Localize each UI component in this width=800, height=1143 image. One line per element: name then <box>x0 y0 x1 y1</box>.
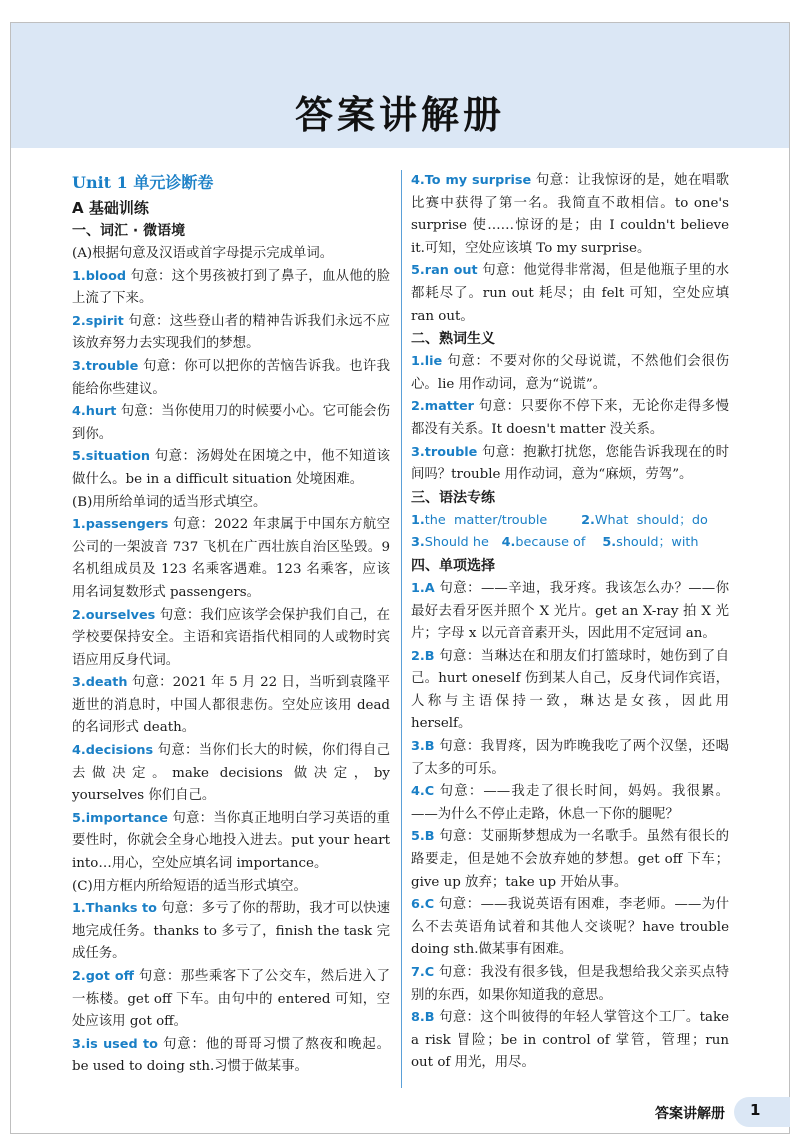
page-title: 答案讲解册 <box>294 93 505 137</box>
answer-number: 2.ourselves <box>72 607 156 623</box>
answer-item <box>72 740 390 808</box>
answer-text: 句意：让我惊讶的是，她在唱歌比赛中获得了第一名。我简直不敢相信。to one's surprise 使……惊讶的是；由 I couldn't believe it.可知，空处应该填 To my surprise。 <box>411 173 729 256</box>
section-grammar-title: 三、语法专练 <box>411 489 495 506</box>
left-column <box>72 170 390 1079</box>
answer-text: 句意：抱歉打扰您，您能告诉我现在的时间吗？trouble 用作动词，意为“麻烦，劳驾”。 <box>411 444 730 483</box>
answer-text: 句意：我胃疼，因为昨晚我吃了两个汉堡，还喝了太多的可乐。 <box>411 739 729 777</box>
answer-text: What should；do <box>594 512 708 528</box>
unit-title: Unit 1 单元诊断卷 <box>72 173 214 192</box>
answer-text: 句意：那些乘客下了公交车，然后进入了一栋楼。get off 下车。由句中的 entered 可知，空处应该用 got off。 <box>72 969 391 1030</box>
answer-text: 句意：多亏了你的帮助，我才可以快速地完成任务。thanks to 多亏了，finish the task 完成任务。 <box>72 901 391 962</box>
answer-item <box>72 672 390 740</box>
answer-text: 句意：我们应该学会保护我们自己，在学校要保持安全。主语和宾语指代相同的人或物时宾语应用反身代词。 <box>72 607 390 668</box>
answer-item <box>411 442 729 487</box>
answer-number: 5. <box>602 535 617 551</box>
answer-number: 4.decisions <box>72 743 154 759</box>
answer-item <box>72 898 390 966</box>
footer-label: 答案讲解册 <box>655 1106 725 1122</box>
answer-number: 8.B <box>411 1010 435 1026</box>
answer-item <box>411 170 729 260</box>
column-divider <box>401 170 402 1088</box>
answer-number: 3. <box>411 535 425 551</box>
answer-number: 2. <box>581 512 595 528</box>
answer-item <box>72 311 390 356</box>
answer-item <box>72 401 390 446</box>
section-familiar-title: 二、熟词生义 <box>411 331 495 348</box>
answer-number: 3.death <box>72 675 128 691</box>
answer-text: 句意：当琳达在和朋友们打篮球时，她伤到了自己。hurt oneself 伤到某人自己，反身代词作宾语，人称与主语保持一致，琳达是女孩，因此用 herself。 <box>411 648 729 732</box>
answer-text: because of <box>515 535 586 551</box>
answer-number: 4.hurt <box>72 404 117 420</box>
answer-text: should；with <box>616 535 699 551</box>
page-number: 1 <box>750 1101 761 1119</box>
answer-text: 句意：不要对你的父母说谎，不然他们会很伤心。lie 用作动词，意为“说谎”。 <box>411 354 729 392</box>
answer-item <box>411 781 729 826</box>
answer-number: 4.To my surprise <box>411 173 532 188</box>
answer-text: 句意：——我说英语有困难，李老师。——为什么不去英语角试着和其他人交谈呢？have trouble doing sth.做某事有困难。 <box>411 897 729 958</box>
answer-text: he <box>472 535 489 551</box>
answer-number: 2.matter <box>411 399 474 415</box>
answer-item <box>411 894 729 962</box>
answer-text: 句意：当你们长大的时候，你们得自己去做决定。make decisions 做决定，by yourselves 你们自己。 <box>72 743 391 804</box>
answer-number: 3.B <box>411 739 435 755</box>
answer-item <box>411 962 729 1007</box>
answer-number: 2.spirit <box>72 313 124 329</box>
answer-text: 句意：当你使用刀的时候要小心。它可能会伤到你。 <box>72 404 391 442</box>
answer-number: 4. <box>501 535 516 551</box>
grammar-answers <box>411 510 729 555</box>
answer-item <box>411 396 729 441</box>
answer-number: 5.ran out <box>411 263 478 279</box>
answer-item <box>411 1007 729 1075</box>
answer-text: 句意：这些登山者的精神告诉我们永远不应该放弃努力去实现我们的梦想。 <box>72 313 390 352</box>
answer-text: 句意：2022 年隶属于中国东方航空公司的一架波音 737 飞机在广西壮族自治区坠毁。9 名机组成员及 123 名乘客遇难。123 名乘客，应该用名词复数形式 passengers。 <box>72 517 390 600</box>
answer-text: 句意：只要你不停下来，无论你走得多慢都没有关系。It doesn't matter 没关系。 <box>411 399 730 437</box>
answer-text: 句意：汤姆处在困境之中，他不知道该做什么。be in a difficult situation 处境困难。 <box>72 449 390 487</box>
page-number-tab <box>734 1097 790 1127</box>
answer-item <box>411 260 729 328</box>
answer-number: 7.C <box>411 965 435 980</box>
answer-text: 句意：他的哥哥习惯了熬夜和晚起。be used to doing sth.习惯于做某事。 <box>72 1036 390 1075</box>
answer-number: 1.lie <box>411 354 443 370</box>
answer-item <box>72 605 390 673</box>
answer-number: 6.C <box>411 897 435 913</box>
answer-number: 3.trouble <box>72 358 139 374</box>
answer-item <box>411 646 729 736</box>
answer-text: 句意：这个男孩被打到了鼻子，血从他的脸上流了下来。 <box>72 268 391 307</box>
answer-number: 1.A <box>411 580 435 596</box>
answer-text: the matter/trouble <box>424 512 548 528</box>
answer-number: 1.Thanks to <box>72 901 157 917</box>
answer-item <box>72 966 390 1034</box>
answer-item <box>72 1034 390 1079</box>
answer-item <box>72 808 390 876</box>
answer-number: 5.situation <box>72 449 151 465</box>
section-vocab-title: 一、词汇 · 微语境 <box>72 223 186 239</box>
answer-text: Should <box>424 535 469 551</box>
answer-number: 1.blood <box>72 268 127 284</box>
answer-text: 句意：当你真正地明白学习英语的重要性时，你就会全身心地投入进去。put your heart into…用心，空处应填名词 importance。 <box>72 810 390 872</box>
answer-item <box>411 578 729 646</box>
answer-item <box>411 736 729 781</box>
answer-number: 2.B <box>411 648 435 664</box>
instruction-c: (C)用方框内所给短语的适当形式填空。 <box>72 878 307 894</box>
answer-number: 1. <box>411 512 425 528</box>
answer-text: 句意：你可以把你的苦恼告诉我。也许我能给你些建议。 <box>72 358 391 397</box>
answer-text: 句意：2021 年 5 月 22 日，当听到袁隆平逝世的消息时，中国人都很悲伤。空处应该用 dead 的名词形式 death。 <box>72 675 391 736</box>
answer-item <box>72 266 390 311</box>
answer-number: 5.importance <box>72 810 168 826</box>
answer-item <box>72 356 390 401</box>
part-a-title: A 基础训练 <box>72 199 149 217</box>
answer-text: 句意：艾丽斯梦想成为一名歌手。虽然有很长的路要走，但是她不会放弃她的梦想。get off 下车；give up 放弃；take up 开始从事。 <box>411 829 729 890</box>
answer-text: 句意：这个叫彼得的年轻人掌管这个工厂。take a risk 冒险；be in control of 掌管，管理；run out of 用光，用尽。 <box>411 1010 729 1071</box>
answer-number: 4.C <box>411 784 435 800</box>
answer-number: 3.trouble <box>411 444 478 460</box>
answer-item <box>411 826 729 894</box>
answer-text: 句意：——我走了很长时间，妈妈。我很累。——为什么不停止走路，休息一下你的腿呢？ <box>411 784 730 822</box>
answer-item <box>72 514 390 604</box>
answer-item <box>411 351 729 396</box>
section-choice-title: 四、单项选择 <box>411 557 495 574</box>
answer-text: 句意：——辛迪，我牙疼。我该怎么办？——你最好去看牙医并照个 X 光片。get an X-ray 拍 X 光片；字母 x 以元音音素开头，因此用不定冠词 an。 <box>411 580 730 642</box>
instruction-a: (A)根据句意及汉语或首字母提示完成单词。 <box>72 246 334 261</box>
answer-text: 句意：他觉得非常渴，但是他瓶子里的水都耗尽了。run out 耗尽；由 felt 可知，空处应填 ran out。 <box>411 263 729 324</box>
answer-number: 5.B <box>411 829 435 845</box>
instruction-b: (B)用所给单词的适当形式填空。 <box>72 494 267 510</box>
answer-number: 3.is used to <box>72 1036 158 1052</box>
answer-number: 1.passengers <box>72 517 169 533</box>
answer-text: 句意：我没有很多钱，但是我想给我父亲买点特别的东西，如果你知道我的意思。 <box>411 965 729 1003</box>
answer-item <box>72 446 390 491</box>
answer-number: 2.got off <box>72 969 135 984</box>
right-column <box>411 170 729 1075</box>
